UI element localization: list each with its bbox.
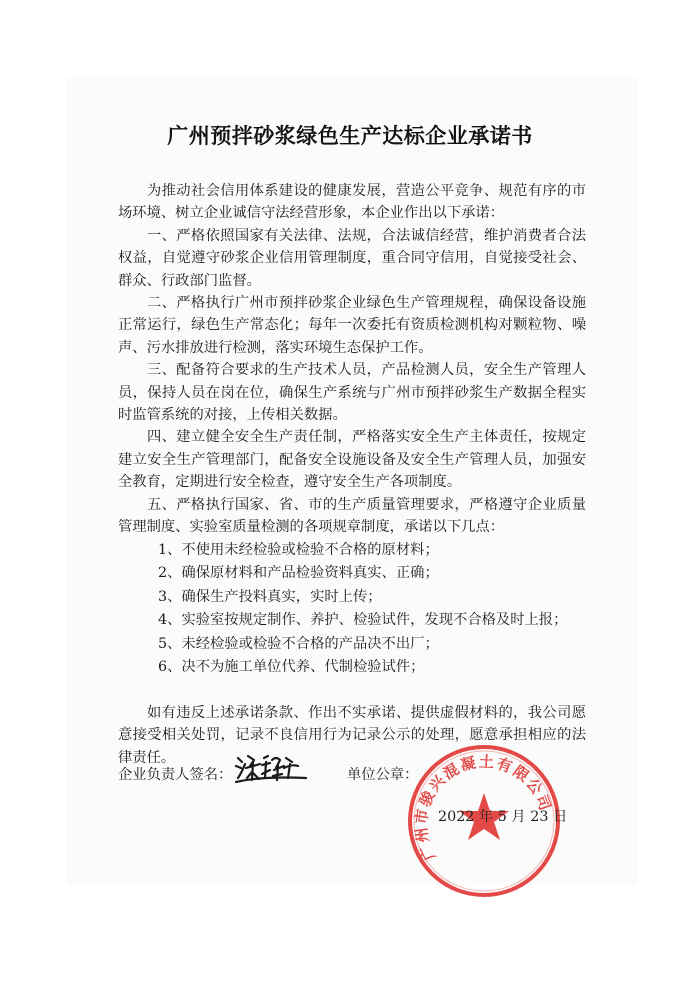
list-item: 5、未经检验或检验不合格的产品决不出厂； xyxy=(158,635,439,652)
list-item: 4、实验室按规定制作、养护、检验试件，发现不合格及时上报； xyxy=(158,612,568,629)
document-body xyxy=(118,180,586,769)
commitment-paragraph-2: 二、严格执行广州市预拌砂浆企业绿色生产管理规程，确保设备设施正常运行，绿色生产常态化；每年一次委托有资质检测机构对颗粒物、噪声、污水排放进行检测，落实环境生态保护工作。 xyxy=(118,295,586,356)
commitment-paragraph-4: 四、建立健全安全生产责任制，严格落实安全生产主体责任，按规定建立安全生产管理部门，配备安全设施设备及安全生产管理人员，加强安全教育，定期进行安全检查，遵守安全生产各项制度。 xyxy=(118,429,586,491)
document-date: 2022 年 5 月 23 日 xyxy=(438,809,568,825)
seal-text: 广州市骏兴混凝土有限公司 xyxy=(411,752,555,864)
list-item: 6、决不为施工单位代养、代制检验试件； xyxy=(158,659,425,676)
list-item: 1、不使用未经检验或检验不合格的原材料； xyxy=(158,541,439,558)
commitment-paragraph-3: 三、配备符合要求的生产技术人员，产品检测人员，安全生产管理人员，保持人员在岗在位，确保生产系统与广州市预拌砂浆生产数据全程实时监管系统的对接，上传相关数据。 xyxy=(118,362,586,424)
list-item: 2、确保原材料和产品检验资料真实、正确； xyxy=(158,565,439,582)
spacer xyxy=(118,680,586,702)
signature-label: 企业负责人签名： xyxy=(118,767,233,783)
handwritten-signature xyxy=(232,748,312,790)
list-item: 3、确保生产投料真实，实时上传； xyxy=(158,588,382,605)
document-title: 广州预拌砂浆绿色生产达标企业承诺书 xyxy=(167,124,533,148)
closing-paragraph: 如有违反上述承诺条款、作出不实承诺、提供虚假材料的，我公司愿意接受相关处罚，记录不良信用行为记录公示的处理，愿意承担相应的法律责任。 xyxy=(118,705,586,766)
commitment-paragraph-5: 五、严格执行国家、省、市的生产质量管理要求，严格遵守企业质量管理制度、实验室质量检测的各项规章制度，承诺以下几点： xyxy=(118,496,586,536)
commitment-paragraph-1: 一、严格依照国家有关法律、法规，合法诚信经营，维护消费者合法权益，自觉遵守砂浆企业信用管理制度，重合同守信用，自觉接受社会、群众、行政部门监督。 xyxy=(118,227,586,289)
intro-paragraph: 为推动社会信用体系建设的健康发展，营造公平竞争、规范有序的市场环境、树立企业诚信守法经营形象，本企业作出以下承诺： xyxy=(118,183,586,222)
seal-label: 单位公章： xyxy=(347,767,419,783)
